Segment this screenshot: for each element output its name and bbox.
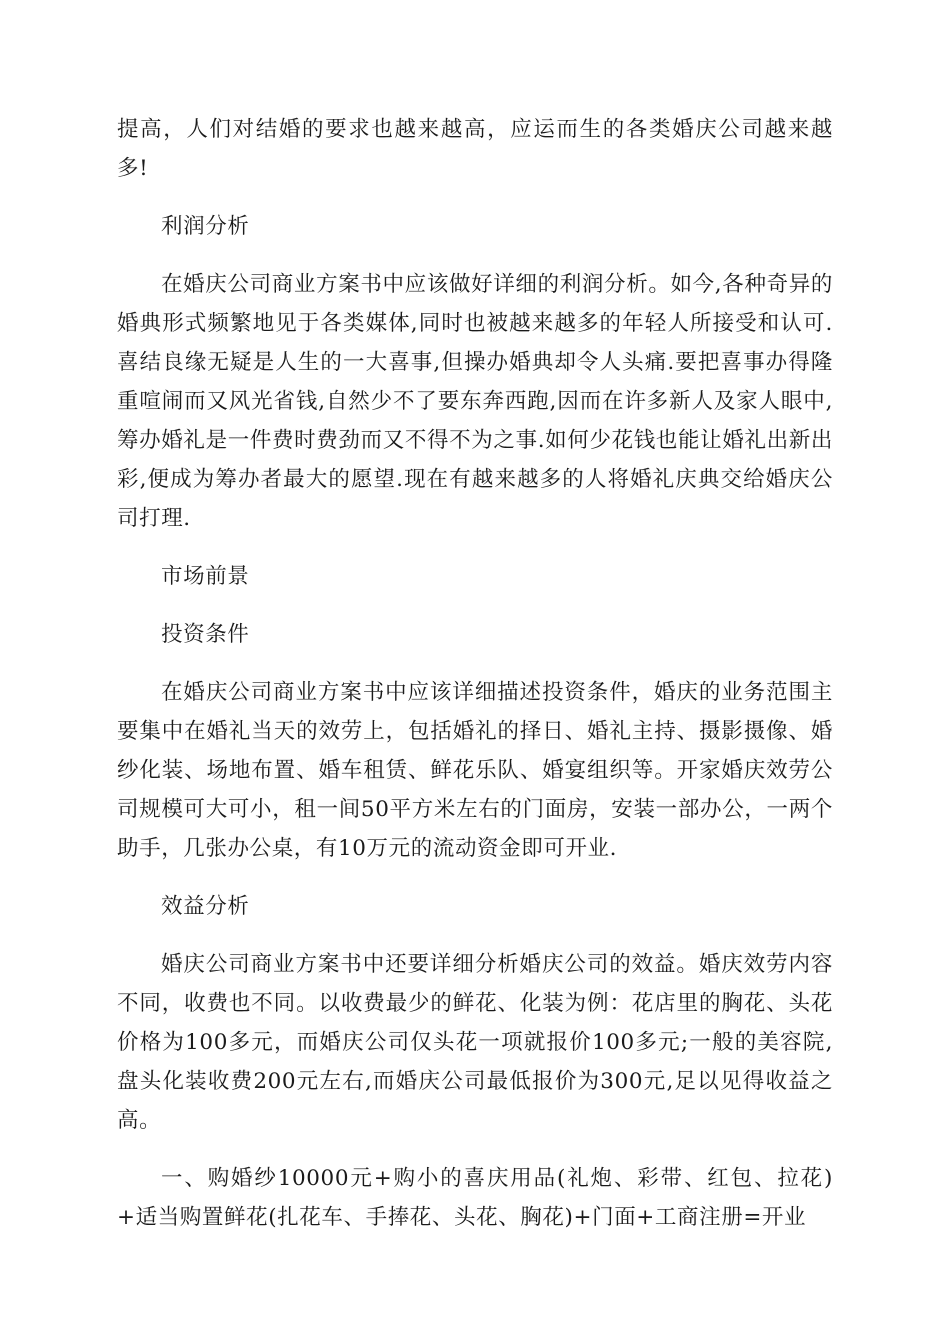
section-heading-profit-analysis: 利润分析: [161, 214, 250, 239]
spacer: [117, 926, 833, 945]
spacer: [117, 868, 833, 887]
paragraph-investment-conditions: 在婚庆公司商业方案书中应该详细描述投资条件，婚庆的业务范围主要集中在婚礼当天的效劳上，包括婚礼的择日、婚礼主持、摄影摄像、婚纱化装、场地布置、婚车租赁、鲜花乐队、婚宴组织等。开家婚庆效劳公司规模可大可小，租一间50平方米左右的门面房，安装一部办公，一两个助手，几张办公桌，有10万元的流动资金即可开业.: [117, 680, 833, 861]
document-body: [117, 110, 833, 1237]
paragraph-benefit-analysis: 婚庆公司商业方案书中还要详细分析婚庆公司的效益。婚庆效劳内容不同，收费也不同。以收费最少的鲜花、化装为例：花店里的胸花、头花价格为100多元，而婚庆公司仅头花一项就报价100多元;一般的美容院,盘头化装收费200元左右,而婚庆公司最低报价为300元,足以见得收益之高。: [117, 952, 833, 1133]
spacer: [117, 538, 833, 557]
paragraph-intro-continuation: 提高，人们对结婚的要求也越来越高，应运而生的各类婚庆公司越来越多!: [117, 117, 833, 181]
spacer: [117, 596, 833, 615]
spacer: [117, 246, 833, 265]
spacer: [117, 188, 833, 207]
section-heading-benefit-analysis: 效益分析: [161, 894, 250, 919]
spacer: [117, 654, 833, 673]
paragraph-startup-cost-list: 一、购婚纱10000元+购小的喜庆用品(礼炮、彩带、红包、拉花)+适当购置鲜花(扎花车、手捧花、头花、胸花)+门面+工商注册=开业: [117, 1166, 833, 1230]
section-heading-investment-conditions: 投资条件: [161, 622, 250, 647]
section-heading-market-prospect: 市场前景: [161, 564, 250, 589]
paragraph-profit-analysis: 在婚庆公司商业方案书中应该做好详细的利润分析。如今,各种奇异的婚典形式频繁地见于各类媒体,同时也被越来越多的年轻人所接受和认可.喜结良缘无疑是人生的一大喜事,但操办婚典却令人头痛.要把喜事办得隆重喧闹而又风光省钱,自然少不了要东奔西跑,因而在许多新人及家人眼中,筹办婚礼是一件费时费劲而又不得不为之事.如何少花钱也能让婚礼出新出彩,便成为筹办者最大的愿望.现在有越来越多的人将婚礼庆典交给婚庆公司打理.: [117, 272, 833, 531]
spacer: [117, 1140, 833, 1159]
